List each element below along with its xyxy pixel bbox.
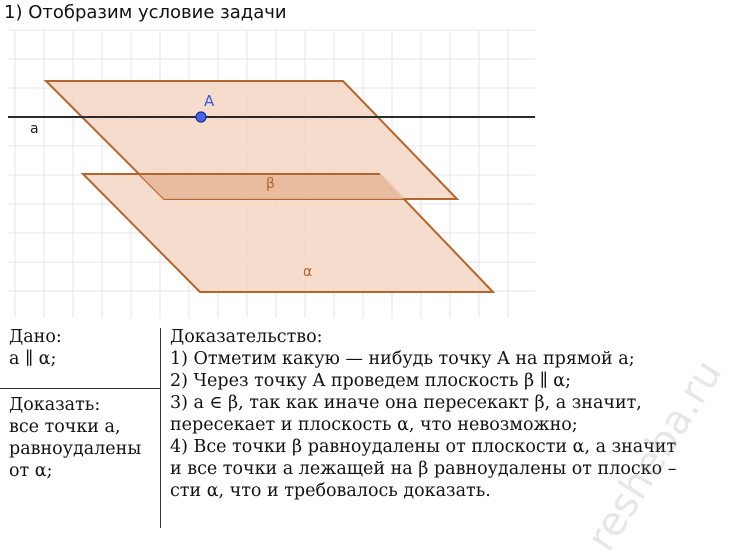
given-title: Дано: (9, 327, 62, 347)
proof-step: 2) Через точку A проведем плоскость β ∥ α; (170, 371, 571, 391)
solution-section (0, 322, 731, 559)
given-block (9, 326, 159, 370)
proof-block (170, 326, 695, 502)
proof-step: и все точки a лежащей на β равноудалены от плоско – (170, 459, 677, 479)
prove-line: от α; (9, 461, 53, 481)
line-a-label: a (30, 121, 39, 137)
point-a (196, 112, 206, 122)
prove-line: равноудалены (9, 439, 142, 459)
page-heading: 1) Отобразим условие задачи (4, 2, 287, 23)
proof-step: сти α, что и требовалось доказать. (170, 481, 491, 501)
proof-step: 1) Отметим какую — нибудь точку A на прямой a; (170, 349, 635, 369)
prove-block (9, 394, 159, 482)
given-line: a ∥ α; (9, 349, 57, 369)
horizontal-divider (0, 388, 160, 389)
proof-step: 3) a ∈ β, так как иначе она пересекакт β, а значит, (170, 393, 642, 413)
proof-title: Доказательство: (170, 327, 323, 347)
plane-beta-label: β (266, 176, 275, 192)
watermark: resheba.ru (577, 352, 731, 559)
prove-line: все точки a, (9, 417, 121, 437)
vertical-divider (160, 328, 161, 528)
proof-step: пересекает и плоскость α, что невозможно; (170, 415, 578, 435)
prove-title: Доказать: (9, 395, 101, 415)
geometry-figure (0, 24, 540, 322)
point-a-label: A (204, 92, 215, 110)
proof-step: 4) Все точки β равноудалены от плоскости α, а значит (170, 437, 677, 457)
plane-alpha-label: α (303, 264, 313, 280)
